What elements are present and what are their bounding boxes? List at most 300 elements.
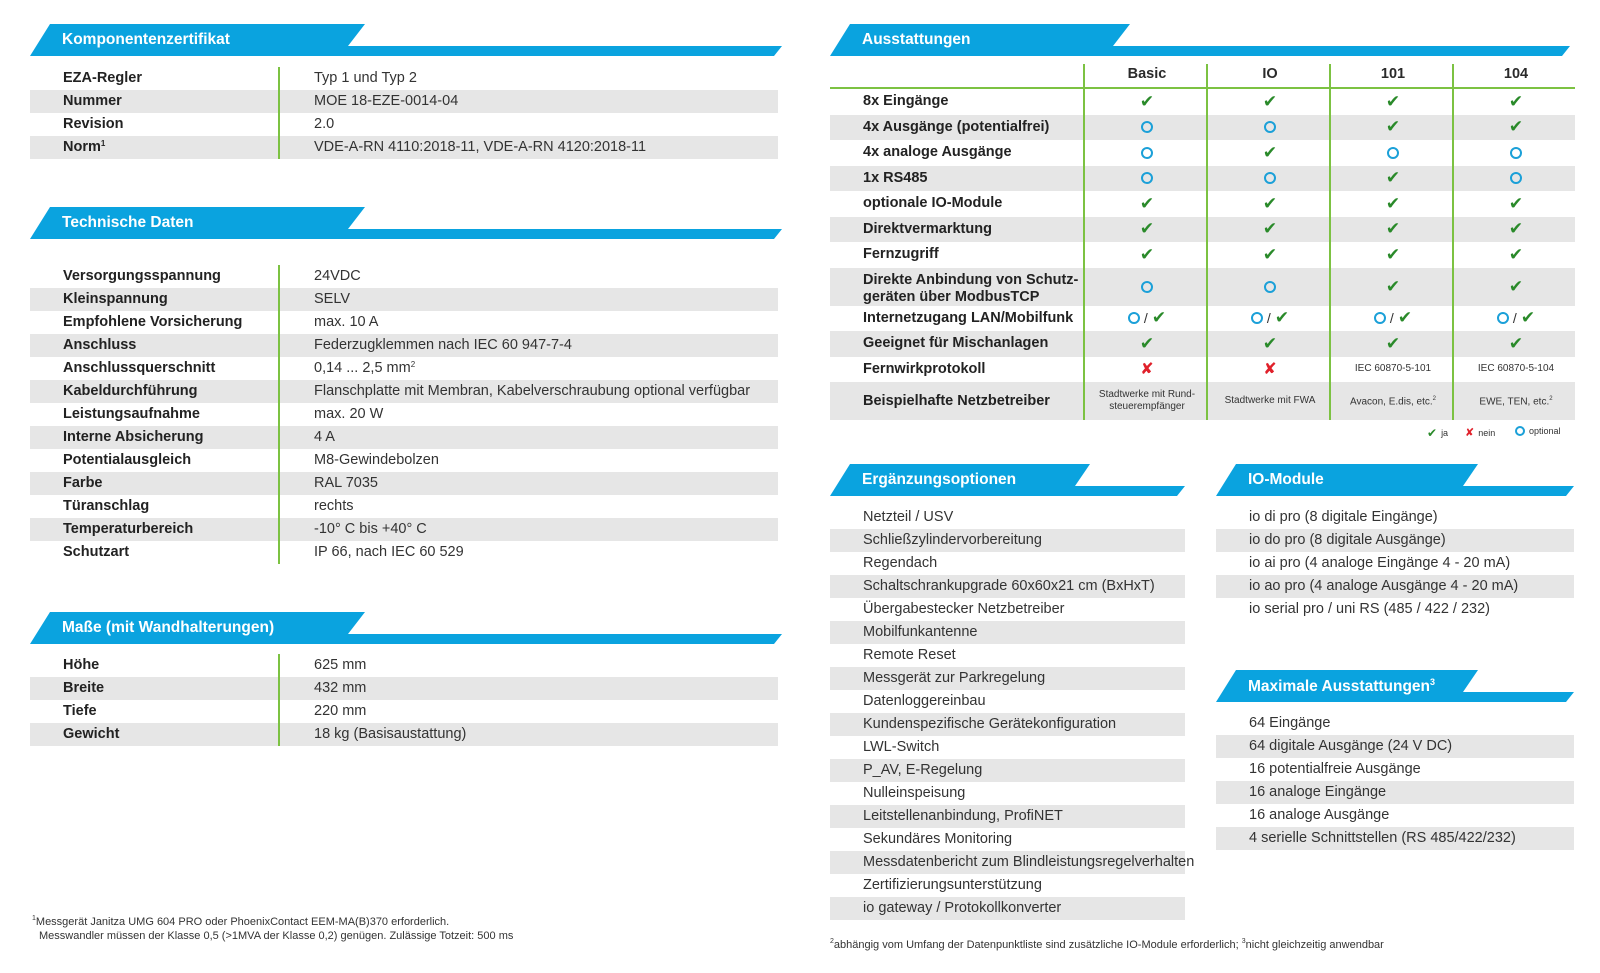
list-item bbox=[1216, 552, 1574, 575]
masse-table bbox=[30, 654, 778, 746]
ausstattungen-table bbox=[830, 64, 1575, 420]
column-divider bbox=[1206, 64, 1208, 420]
row-value-text: IP 66, nach IEC 60 529 bbox=[314, 544, 464, 560]
row-value-text: 625 mm bbox=[314, 657, 367, 673]
section-title bbox=[1248, 677, 1435, 696]
row-value bbox=[314, 700, 366, 723]
table-cell bbox=[1454, 331, 1578, 357]
row-key bbox=[63, 357, 215, 380]
table-cell bbox=[1085, 89, 1209, 115]
row-key bbox=[63, 426, 203, 449]
table-cell bbox=[1085, 115, 1209, 141]
table-cell bbox=[1454, 191, 1578, 217]
list-item-text: 64 Eingänge bbox=[1249, 715, 1331, 731]
row-value-text: Flanschplatte mit Membran, Kabelverschraubung optional verfügbar bbox=[314, 383, 751, 399]
row-value bbox=[314, 449, 439, 472]
row-value bbox=[314, 90, 458, 113]
list-item-text: Schließzylindervorbereitung bbox=[863, 532, 1042, 548]
list-item-text: Mobilfunkantenne bbox=[863, 624, 978, 640]
list-item-text: 16 analoge Eingänge bbox=[1249, 784, 1387, 800]
row-key-text: Kleinspannung bbox=[63, 291, 168, 307]
row-value bbox=[314, 380, 750, 403]
table-row bbox=[830, 331, 1575, 357]
circle-icon bbox=[1141, 281, 1153, 293]
table-cell bbox=[1331, 357, 1455, 383]
list-item-text: io ao pro (4 analoge Ausgänge 4 - 20 mA) bbox=[1249, 578, 1519, 594]
table-row bbox=[30, 380, 778, 403]
row-key bbox=[63, 265, 221, 288]
check-icon: ✔ bbox=[1397, 308, 1413, 328]
table-cell bbox=[1085, 357, 1209, 383]
check-icon: ✔ bbox=[1139, 333, 1155, 353]
row-label bbox=[863, 272, 1078, 306]
list-item-text: Leitstellenanbindung, ProfiNET bbox=[863, 808, 1063, 824]
table-cell bbox=[1331, 140, 1455, 166]
cross-icon: ✘ bbox=[1263, 361, 1277, 379]
row-value-text: MOE 18-EZE-0014-04 bbox=[314, 93, 459, 109]
check-icon: ✔ bbox=[1139, 91, 1155, 111]
row-value-text: 432 mm bbox=[314, 680, 367, 696]
table-cell bbox=[1085, 191, 1209, 217]
check-icon: ✔ bbox=[1139, 244, 1155, 264]
divider bbox=[278, 67, 280, 159]
table-cell bbox=[1085, 242, 1209, 268]
row-label bbox=[863, 119, 1049, 136]
circle-icon bbox=[1264, 172, 1276, 184]
table-cell bbox=[1208, 191, 1332, 217]
slash: / bbox=[1389, 310, 1394, 327]
table-cell bbox=[1208, 166, 1332, 192]
row-value bbox=[314, 518, 427, 541]
table-row bbox=[830, 89, 1575, 115]
section-title: Ergänzungsoptionen bbox=[862, 471, 1017, 488]
list-item bbox=[1216, 575, 1574, 598]
io-module-list bbox=[1216, 506, 1574, 621]
table-row bbox=[30, 311, 778, 334]
table-cell bbox=[1331, 382, 1455, 420]
row-label bbox=[863, 93, 948, 110]
footnote-marker: 1 bbox=[100, 139, 106, 148]
row-key-text: Türanschlag bbox=[63, 498, 150, 514]
row-label bbox=[863, 246, 939, 263]
cell-text-line: Avacon, E.dis, etc. bbox=[1350, 396, 1433, 408]
list-item bbox=[830, 667, 1185, 690]
table-cell bbox=[1331, 89, 1455, 115]
check-icon: ✔ bbox=[1385, 219, 1401, 239]
row-value bbox=[314, 311, 378, 334]
cell-text bbox=[1225, 395, 1316, 407]
cell-text bbox=[1478, 363, 1554, 375]
row-value-text: -10° C bis +40° C bbox=[314, 521, 427, 537]
section-title: IO-Module bbox=[1248, 471, 1324, 488]
table-cell bbox=[1454, 217, 1578, 243]
table-cell bbox=[1208, 306, 1332, 332]
row-label bbox=[863, 361, 985, 378]
list-item-text: 4 serielle Schnittstellen (RS 485/422/232) bbox=[1249, 830, 1516, 846]
slash: / bbox=[1266, 310, 1271, 327]
row-label-text: Beispielhafte Netzbetreiber bbox=[863, 393, 1050, 409]
check-icon: ✔ bbox=[1508, 276, 1524, 296]
list-item bbox=[830, 736, 1185, 759]
row-key bbox=[63, 113, 123, 136]
row-label bbox=[863, 310, 1073, 327]
list-item-text: io serial pro / uni RS (485 / 422 / 232) bbox=[1249, 601, 1490, 617]
list-item bbox=[1216, 781, 1574, 804]
table-row bbox=[830, 382, 1575, 420]
table-cell bbox=[1454, 357, 1578, 383]
row-value bbox=[314, 136, 646, 159]
row-key-text: Leistungsaufnahme bbox=[63, 406, 200, 422]
section-header-technische-daten bbox=[30, 205, 782, 241]
table-cell bbox=[1331, 242, 1455, 268]
check-icon: ✔ bbox=[1262, 193, 1278, 213]
row-value-text: 2.0 bbox=[314, 116, 335, 132]
list-item bbox=[830, 782, 1185, 805]
check-icon: ✔ bbox=[1508, 244, 1524, 264]
table-cell bbox=[1085, 217, 1209, 243]
row-key-text: Nummer bbox=[63, 93, 122, 109]
legend-ja bbox=[1427, 426, 1448, 440]
table-cell bbox=[1331, 331, 1455, 357]
row-value-text: 220 mm bbox=[314, 703, 367, 719]
row-value-text: max. 20 W bbox=[314, 406, 384, 422]
section-title-text: Maximale Ausstattungen bbox=[1248, 678, 1431, 696]
circle-icon bbox=[1497, 312, 1509, 324]
row-value-text: M8-Gewindebolzen bbox=[314, 452, 439, 468]
row-value bbox=[314, 541, 464, 564]
cell-text bbox=[1350, 393, 1436, 408]
row-key-text: Interne Absicherung bbox=[63, 429, 204, 445]
cell-text-line: Stadtwerke mit FWA bbox=[1224, 395, 1316, 406]
check-icon: ✔ bbox=[1262, 91, 1278, 111]
optional-or-check bbox=[1251, 308, 1289, 328]
row-label-text: optionale IO-Module bbox=[863, 195, 1003, 211]
check-icon: ✔ bbox=[1385, 117, 1401, 137]
table-row bbox=[30, 90, 778, 113]
technische-daten-table bbox=[30, 265, 778, 564]
row-value bbox=[314, 265, 361, 288]
check-icon: ✔ bbox=[1520, 308, 1536, 328]
table-row bbox=[830, 217, 1575, 243]
list-item-text: io gateway / Protokollkonverter bbox=[863, 900, 1062, 916]
list-item-text: LWL-Switch bbox=[863, 739, 940, 755]
row-value-text: Federzugklemmen nach IEC 60 947-7-4 bbox=[314, 337, 572, 353]
check-icon: ✔ bbox=[1274, 308, 1290, 328]
row-label bbox=[863, 144, 1012, 161]
footnote-marker: 2 bbox=[830, 938, 834, 945]
list-item bbox=[1216, 598, 1574, 621]
table-cell bbox=[1085, 331, 1209, 357]
table-row bbox=[830, 115, 1575, 141]
row-label-text: 8x Eingänge bbox=[863, 93, 949, 109]
footnote-line: Messgerät Janitza UMG 604 PRO oder PhoenixContact EEM-MA(B)370 erforderlich. bbox=[35, 915, 450, 928]
row-key bbox=[63, 136, 105, 159]
table-header bbox=[830, 64, 1575, 89]
footnote-marker: 1 bbox=[32, 915, 36, 922]
check-icon: ✔ bbox=[1385, 193, 1401, 213]
list-item bbox=[830, 506, 1185, 529]
circle-icon bbox=[1141, 172, 1153, 184]
table-row bbox=[830, 306, 1575, 332]
cell-text bbox=[1355, 363, 1431, 375]
circle-icon bbox=[1128, 312, 1140, 324]
table-cell bbox=[1208, 115, 1332, 141]
list-item bbox=[830, 529, 1185, 552]
list-item-text: 64 digitale Ausgänge (24 V DC) bbox=[1249, 738, 1453, 754]
list-item bbox=[830, 759, 1185, 782]
list-item bbox=[830, 598, 1185, 621]
circle-icon bbox=[1510, 147, 1522, 159]
section-title: Technische Daten bbox=[62, 214, 194, 231]
table-row bbox=[30, 113, 778, 136]
table-row bbox=[830, 357, 1575, 383]
table-row bbox=[30, 677, 778, 700]
row-label-text: 4x analoge Ausgänge bbox=[863, 144, 1012, 160]
row-key bbox=[63, 541, 129, 564]
row-value bbox=[314, 357, 415, 380]
table-row bbox=[30, 403, 778, 426]
check-icon: ✔ bbox=[1508, 333, 1524, 353]
row-key-text: Kabeldurchführung bbox=[63, 383, 198, 399]
footnote-line: Messwandler müssen der Klasse 0,5 (>1MVA der Klasse 0,2) genügen. Zulässige Totzeit: 500 ms bbox=[39, 929, 514, 942]
table-row bbox=[830, 191, 1575, 217]
list-item bbox=[830, 713, 1185, 736]
cell-text-line: EWE, TEN, etc. bbox=[1479, 396, 1550, 408]
table-row bbox=[830, 140, 1575, 166]
row-key bbox=[63, 311, 242, 334]
row-value-text: 24VDC bbox=[314, 268, 361, 284]
row-key-text: Temperaturbereich bbox=[63, 521, 194, 537]
section-header-io-module bbox=[1216, 462, 1574, 498]
row-value-text: 18 kg (Basisaustattung) bbox=[314, 726, 467, 742]
check-icon: ✔ bbox=[1508, 219, 1524, 239]
list-item-text: Schaltschrankupgrade 60x60x21 cm (BxHxT) bbox=[863, 578, 1155, 594]
column-divider bbox=[1329, 64, 1331, 420]
row-key-text: Tiefe bbox=[63, 703, 97, 719]
row-label bbox=[863, 335, 1048, 352]
section-header-maximale-ausstattungen bbox=[1216, 668, 1574, 704]
list-item-text: Remote Reset bbox=[863, 647, 956, 663]
table-row bbox=[30, 541, 778, 564]
list-item-text: 16 analoge Ausgänge bbox=[1249, 807, 1390, 823]
row-key bbox=[63, 700, 97, 723]
row-key bbox=[63, 495, 149, 518]
cell-text bbox=[1479, 393, 1552, 408]
table-row bbox=[30, 426, 778, 449]
row-key-text: Norm bbox=[63, 139, 101, 155]
list-item bbox=[1216, 506, 1574, 529]
row-value bbox=[314, 677, 366, 700]
list-item bbox=[1216, 735, 1574, 758]
row-label-text: Geeignet für Mischanlagen bbox=[863, 335, 1049, 351]
row-value bbox=[314, 288, 350, 311]
row-key bbox=[63, 67, 142, 90]
section-header-ausstattungen bbox=[830, 22, 1570, 58]
list-item bbox=[830, 575, 1185, 598]
row-label-text: 4x Ausgänge (potentialfrei) bbox=[863, 118, 1050, 135]
table-row bbox=[30, 136, 778, 159]
circle-icon bbox=[1374, 312, 1386, 324]
slash: / bbox=[1143, 310, 1148, 327]
optional-or-check bbox=[1497, 308, 1535, 328]
table-cell bbox=[1331, 268, 1455, 306]
table-row bbox=[30, 518, 778, 541]
table-cell bbox=[1085, 306, 1209, 332]
row-value-text: 4 A bbox=[314, 429, 335, 445]
list-item bbox=[830, 621, 1185, 644]
list-item bbox=[1216, 827, 1574, 850]
row-key bbox=[63, 90, 122, 113]
footnote-marker: 2 bbox=[1549, 396, 1553, 403]
cross-icon: ✘ bbox=[1140, 361, 1154, 379]
table-cell bbox=[1208, 217, 1332, 243]
ergaenzungsoptionen-list bbox=[830, 506, 1195, 920]
list-item-text: Messgerät zur Parkregelung bbox=[863, 670, 1046, 686]
table-cell bbox=[1454, 382, 1578, 420]
table-cell bbox=[1454, 115, 1578, 141]
row-key bbox=[63, 472, 103, 495]
list-item-text: io do pro (8 digitale Ausgänge) bbox=[1249, 532, 1446, 548]
legend-optional bbox=[1515, 426, 1561, 436]
circle-icon bbox=[1141, 121, 1153, 133]
list-item-text: Datenloggereinbau bbox=[863, 693, 986, 709]
row-key bbox=[63, 449, 191, 472]
list-item bbox=[830, 897, 1185, 920]
list-item-text: Sekundäres Monitoring bbox=[863, 831, 1013, 847]
row-key bbox=[63, 654, 99, 677]
row-value bbox=[314, 495, 354, 518]
check-icon: ✔ bbox=[1508, 117, 1524, 137]
cell-text-line: steuerempfänger bbox=[1109, 401, 1185, 412]
optional-or-check bbox=[1374, 308, 1412, 328]
row-value bbox=[314, 113, 334, 136]
row-key bbox=[63, 677, 104, 700]
table-cell bbox=[1085, 166, 1209, 192]
legend-label: nein bbox=[1478, 427, 1496, 438]
row-value-text: rechts bbox=[314, 498, 354, 514]
column-divider bbox=[1452, 64, 1454, 420]
table-row bbox=[30, 723, 778, 746]
row-value-text: max. 10 A bbox=[314, 314, 379, 330]
list-item bbox=[830, 644, 1185, 667]
list-item bbox=[830, 552, 1185, 575]
list-item bbox=[830, 851, 1195, 874]
table-cell bbox=[1085, 268, 1209, 306]
list-item-text: io di pro (8 digitale Eingänge) bbox=[1249, 509, 1438, 525]
row-key-text: Höhe bbox=[63, 657, 100, 673]
circle-icon bbox=[1251, 312, 1263, 324]
footnote-marker: 2 bbox=[1432, 396, 1436, 403]
row-label-text: Direkte Anbindung von Schutz- bbox=[863, 271, 1079, 288]
row-key-text: Revision bbox=[63, 116, 124, 132]
list-item bbox=[1216, 529, 1574, 552]
list-item-text: Nulleinspeisung bbox=[863, 785, 966, 801]
row-key-text: Anschlussquerschnitt bbox=[63, 360, 216, 376]
list-item bbox=[1216, 712, 1574, 735]
list-item-text: P_AV, E-Regelung bbox=[863, 762, 983, 778]
list-item-text: Zertifizierungsunterstützung bbox=[863, 877, 1042, 893]
column-header: 104 bbox=[1503, 66, 1529, 82]
table-cell bbox=[1208, 331, 1332, 357]
table-cell bbox=[1331, 115, 1455, 141]
check-icon: ✔ bbox=[1385, 276, 1401, 296]
slash: / bbox=[1512, 310, 1517, 327]
row-value-text: Typ 1 und Typ 2 bbox=[314, 70, 417, 86]
table-cell bbox=[1208, 357, 1332, 383]
row-value-text: SELV bbox=[314, 291, 351, 307]
footnote-marker: 3 bbox=[1430, 677, 1436, 687]
circle-icon bbox=[1264, 281, 1276, 293]
check-icon: ✔ bbox=[1151, 308, 1167, 328]
row-value-text: VDE-A-RN 4110:2018-11, VDE-A-RN 4120:2018-11 bbox=[314, 139, 647, 155]
table-cell bbox=[1454, 242, 1578, 268]
table-row bbox=[30, 357, 778, 380]
table-cell bbox=[1331, 191, 1455, 217]
check-icon: ✔ bbox=[1262, 244, 1278, 264]
row-label bbox=[863, 393, 1050, 410]
row-value bbox=[314, 67, 417, 90]
table-cell bbox=[1208, 89, 1332, 115]
optional-or-check bbox=[1128, 308, 1166, 328]
check-icon: ✔ bbox=[1139, 193, 1155, 213]
row-key bbox=[63, 380, 198, 403]
table-row bbox=[30, 67, 778, 90]
cell-text-line: IEC 60870-5-104 bbox=[1477, 363, 1555, 375]
table-row bbox=[30, 495, 778, 518]
list-item bbox=[830, 805, 1185, 828]
table-cell bbox=[1085, 140, 1209, 166]
table-cell bbox=[1208, 140, 1332, 166]
table-cell bbox=[1454, 268, 1578, 306]
check-icon: ✔ bbox=[1139, 219, 1155, 239]
maximale-ausstattungen-list bbox=[1216, 712, 1574, 850]
row-value bbox=[314, 426, 335, 449]
row-key-text: Gewicht bbox=[63, 726, 120, 742]
section-header-ergaenzungsoptionen bbox=[830, 462, 1185, 498]
row-key-text: Schutzart bbox=[63, 544, 130, 560]
row-value bbox=[314, 723, 466, 746]
table-cell bbox=[1454, 89, 1578, 115]
row-label-text: 1x RS485 bbox=[863, 169, 928, 186]
row-label bbox=[863, 170, 928, 187]
table-cell bbox=[1331, 306, 1455, 332]
list-item-text: Netzteil / USV bbox=[863, 509, 954, 525]
table-cell bbox=[1454, 166, 1578, 192]
footnote-text: nicht gleichzeitig anwendbar bbox=[1245, 938, 1384, 951]
legend-label: optional bbox=[1529, 426, 1561, 436]
row-value bbox=[314, 403, 383, 426]
row-label-text: Fernwirkprotokoll bbox=[863, 360, 986, 377]
list-item-text: io ai pro (4 analoge Eingänge 4 - 20 mA) bbox=[1249, 555, 1511, 571]
table-cell bbox=[1331, 217, 1455, 243]
cell-text-line: Stadtwerke mit Rund- bbox=[1098, 389, 1196, 400]
check-icon: ✔ bbox=[1385, 91, 1401, 111]
row-key-text: Farbe bbox=[63, 475, 103, 491]
cell-text bbox=[1099, 389, 1195, 413]
row-key-text: Potentialausgleich bbox=[63, 452, 192, 468]
check-icon: ✔ bbox=[1427, 426, 1438, 440]
table-row bbox=[30, 288, 778, 311]
table-row bbox=[30, 654, 778, 677]
legend-label: ja bbox=[1441, 428, 1449, 438]
row-key bbox=[63, 723, 119, 746]
table-row bbox=[30, 334, 778, 357]
table-cell bbox=[1208, 382, 1332, 420]
list-item-text: 16 potentialfreie Ausgänge bbox=[1249, 761, 1421, 777]
table-row bbox=[30, 265, 778, 288]
section-header-masse bbox=[30, 610, 782, 646]
circle-icon bbox=[1510, 172, 1522, 184]
